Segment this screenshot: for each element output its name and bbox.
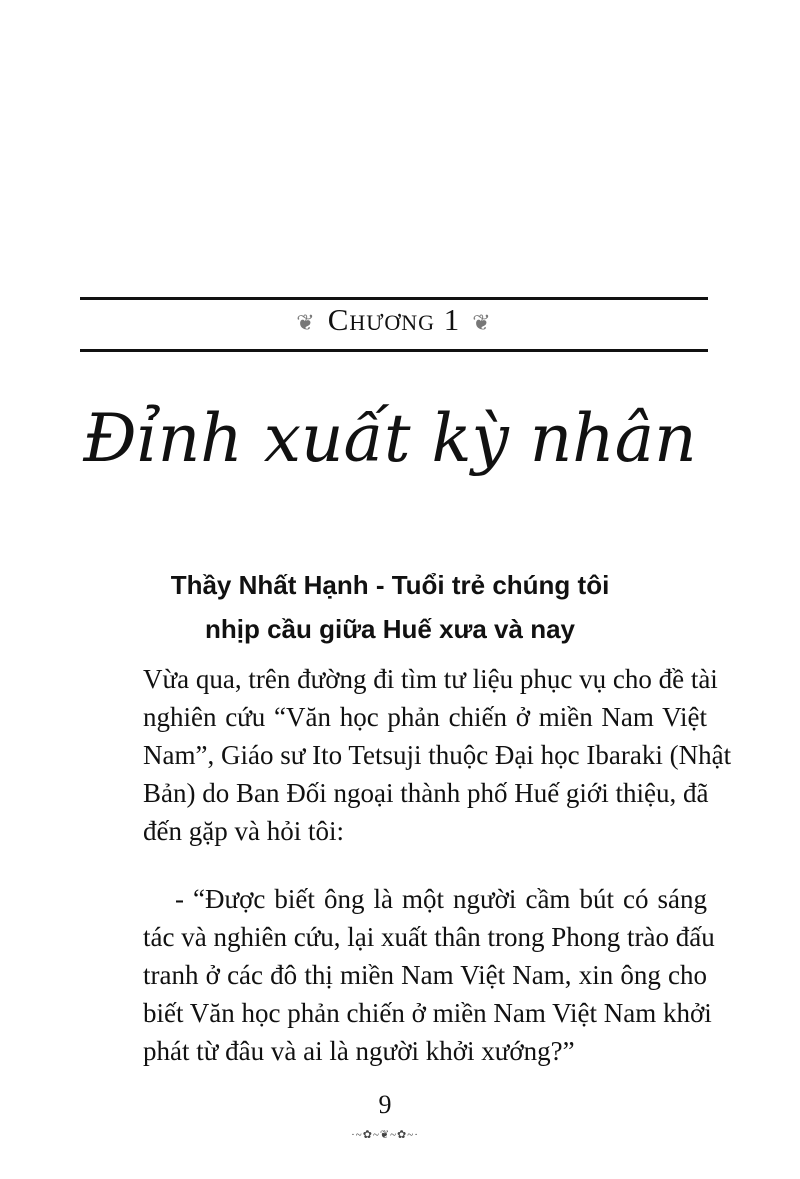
body-line: - “Được biết ông là một người cầm bút có sáng [175, 884, 707, 914]
body-line: nghiên cứu “Văn học phản chiến ở miền Nam Việt [143, 702, 707, 732]
body-line: phát từ đâu và ai là người khởi xướng?” [143, 1036, 575, 1066]
leaf-ornament-icon: ❦ [296, 309, 316, 335]
section-subtitle-line-1: Thầy Nhất Hạnh - Tuổi trẻ chúng tôi [170, 570, 610, 600]
chapter-heading [80, 302, 708, 338]
body-line: tác và nghiên cứu, lại xuất thân trong Phong trào đấu [143, 922, 715, 952]
leaf-ornament-icon: ❦ [472, 309, 492, 335]
bottom-rule [80, 349, 708, 352]
body-line: biết Văn học phản chiến ở miền Nam Việt Nam khởi [143, 998, 712, 1028]
page-number: 9 [378, 1090, 392, 1119]
top-rule [80, 297, 708, 300]
body-line: Vừa qua, trên đường đi tìm tư liệu phục vụ cho đề tài [143, 664, 718, 694]
footer-ornament-icon: ·~✿~❦~✿~· [351, 1129, 419, 1141]
body-line: Nam”, Giáo sư Ito Tetsuji thuộc Đại học Ibaraki (Nhật [143, 740, 732, 770]
section-subtitle-line-2: nhịp cầu giữa Huế xưa và nay [205, 614, 575, 644]
chapter-title: Đỉnh xuất kỳ nhân [83, 400, 697, 477]
body-line: đến gặp và hỏi tôi: [143, 816, 344, 846]
body-line: Bản) do Ban Đối ngoại thành phố Huế giới thiệu, đã [143, 778, 709, 808]
chapter-label: Chương 1 [327, 302, 461, 337]
body-line: tranh ở các đô thị miền Nam Việt Nam, xin ông cho [143, 960, 707, 990]
